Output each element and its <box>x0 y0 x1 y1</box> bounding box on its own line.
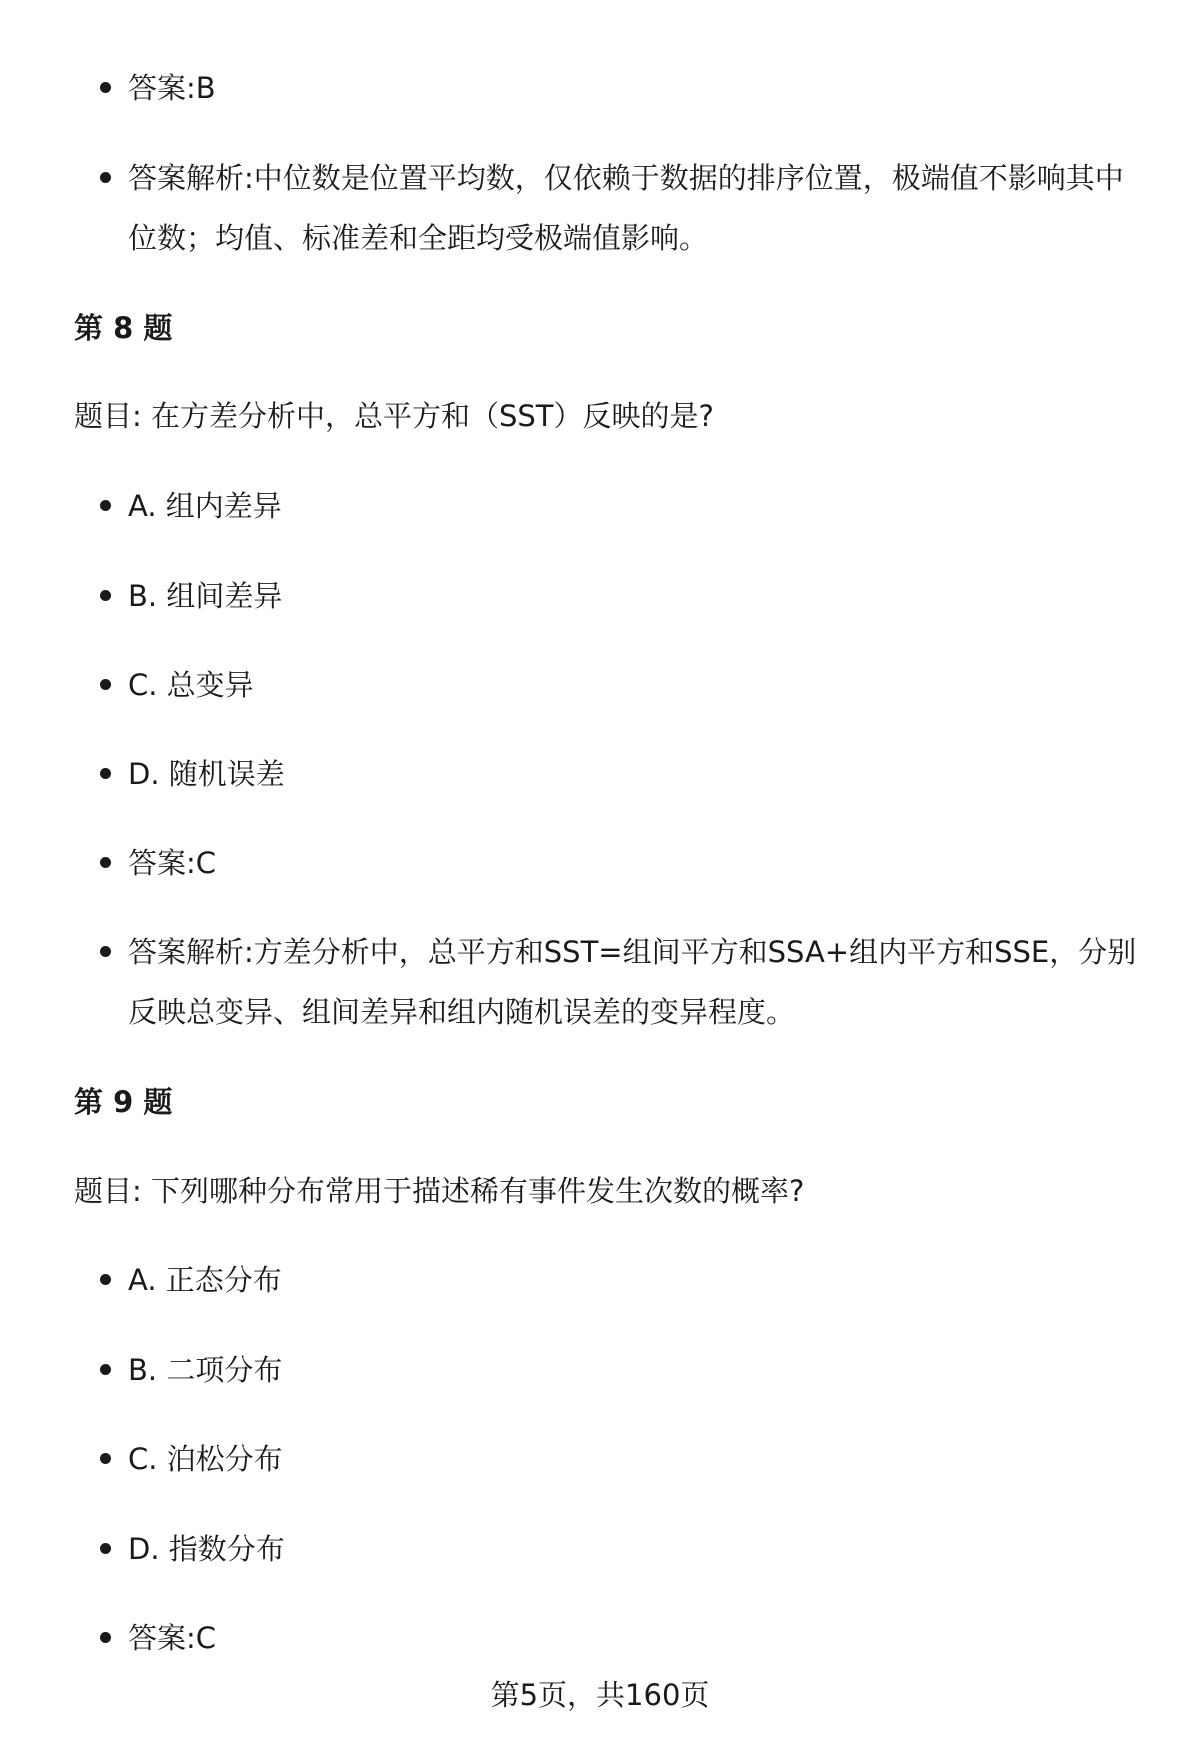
q8-option-b: B. 组间差异 <box>128 566 1148 626</box>
q9-option-a: A. 正态分布 <box>128 1250 1148 1310</box>
page-footer: 第5页，共160页 <box>490 1678 710 1712</box>
q9-stem: 题目: 下列哪种分布常用于描述稀有事件发生次数的概率? <box>74 1174 805 1208</box>
q9-option-c: C. 泊松分布 <box>128 1429 1148 1489</box>
q7-explanation: 答案解析:中位数是位置平均数，仅依赖于数据的排序位置，极端值不影响其中位数；均值、标准差和全距均受极端值影响。 <box>128 148 1148 268</box>
q9-option-d: D. 指数分布 <box>128 1519 1148 1579</box>
q8-explanation: 答案解析:方差分析中，总平方和SST=组间平方和SSA+组内平方和SSE，分别反映总变异、组间差异和组内随机误差的变异程度。 <box>128 922 1148 1042</box>
q8-heading: 第 8 题 <box>74 311 173 345</box>
q9-heading: 第 9 题 <box>74 1085 173 1119</box>
q8-option-a: A. 组内差异 <box>128 476 1148 536</box>
q8-option-d: D. 随机误差 <box>128 744 1148 804</box>
q9-option-b: B. 二项分布 <box>128 1340 1148 1400</box>
q8-stem: 题目: 在方差分析中，总平方和（SST）反映的是? <box>74 399 714 433</box>
q9-answer: 答案:C <box>128 1608 1148 1668</box>
q8-option-c: C. 总变异 <box>128 655 1148 715</box>
q8-answer: 答案:C <box>128 833 1148 893</box>
q7-answer: 答案:B <box>128 58 1148 118</box>
